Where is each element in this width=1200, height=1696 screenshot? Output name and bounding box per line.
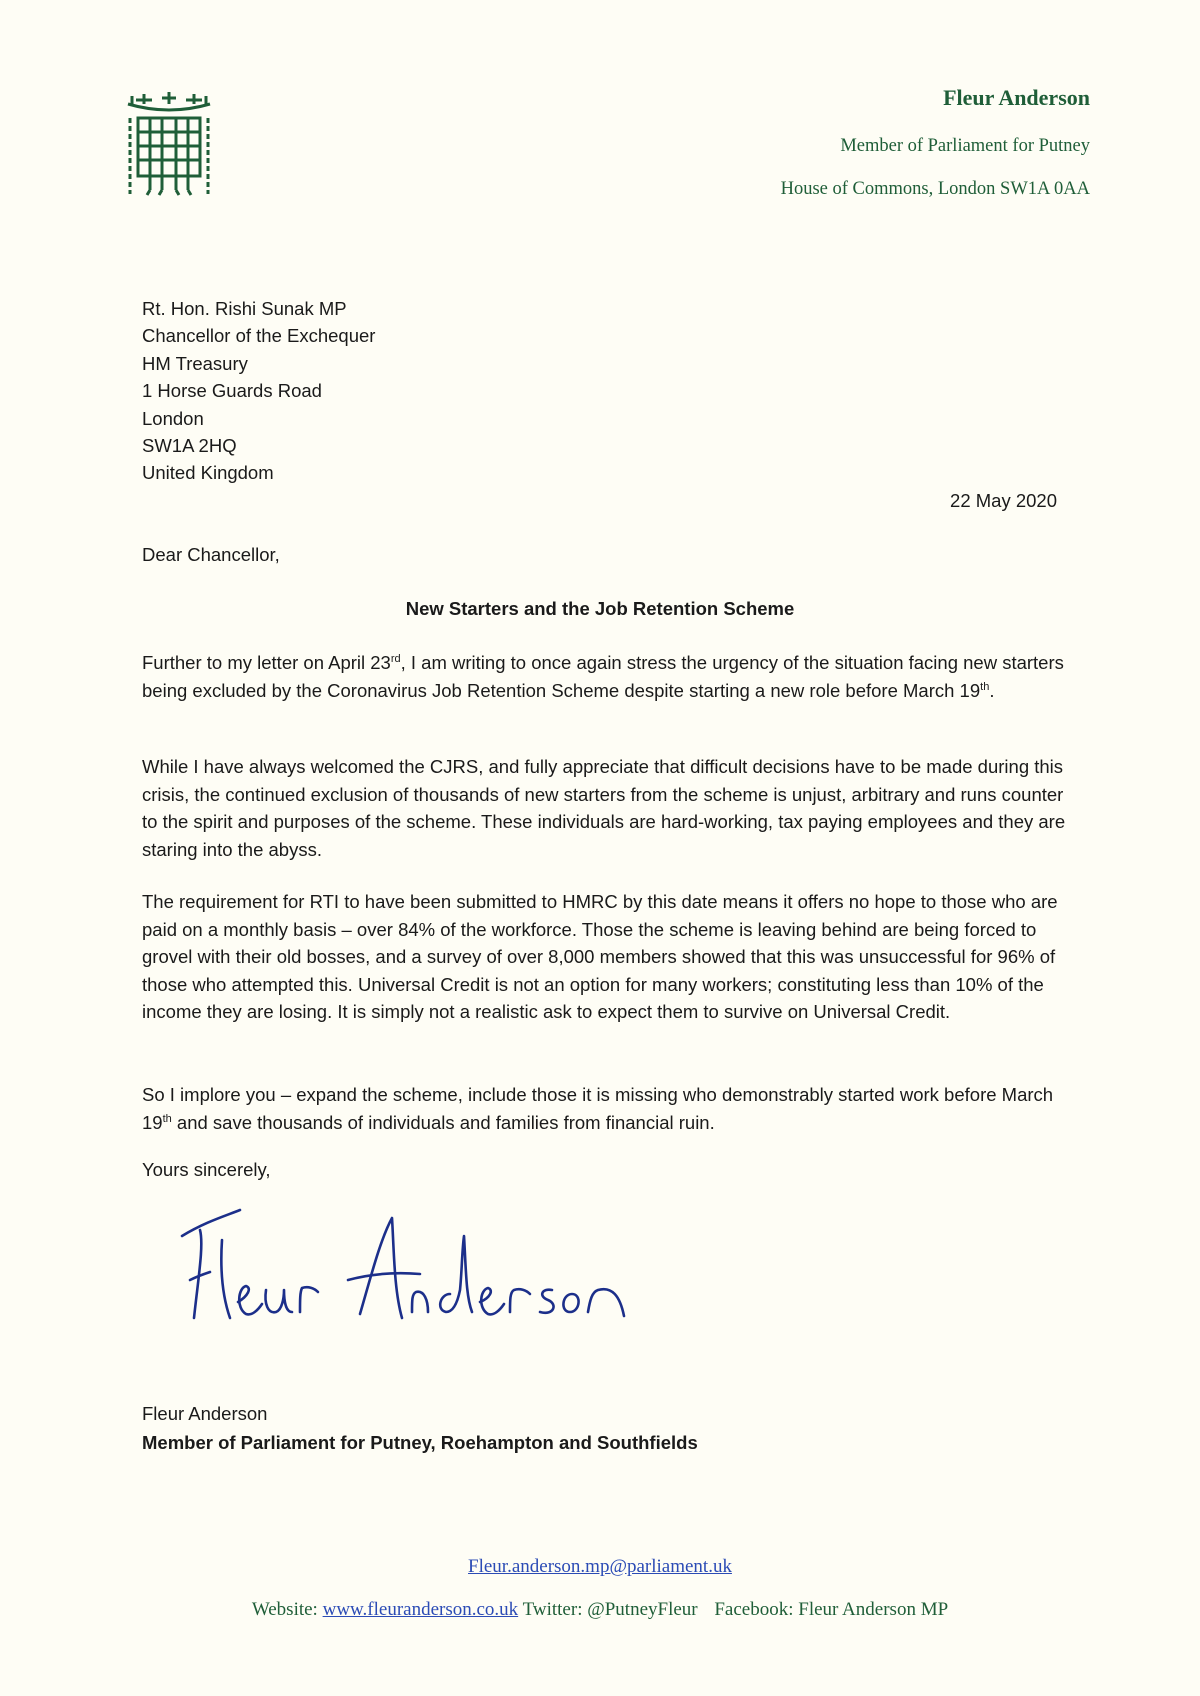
paragraph-text: Further to my letter on April 23 [142,652,391,673]
facebook-page: Facebook: Fleur Anderson MP [714,1599,949,1620]
ordinal-suffix: rd [390,653,401,665]
address-line: Chancellor of the Exchequer [142,325,376,347]
paragraph-4 [142,1081,1082,1136]
email-link[interactable]: Fleur.anderson.mp@parliament.uk [468,1556,732,1577]
footer-email [0,1556,1200,1578]
address-line: SW1A 2HQ [142,435,237,457]
recipient-address [142,295,375,487]
address-line: London [142,407,204,429]
ordinal-suffix: th [162,1112,172,1125]
address-line: United Kingdom [142,462,274,484]
signatory-name: Fleur Anderson [142,1403,268,1424]
mp-name: Fleur Anderson [943,85,1090,110]
paragraph-text: So I implore you – expand the scheme, include those it is missing who demonstrably started work before March 19 [142,1084,1054,1133]
paragraph-2: While I have always welcomed the CJRS, and fully appreciate that difficult decisions have to be made during this crisis, the continued exclusion of thousands of new starters from the scheme is unjust, arbitrary and runs counter to the spirit and purposes of the scheme. These individuals are hard-working, tax paying employees and they are staring into the abyss. [142,756,1066,860]
paragraph-text: . [989,679,995,701]
footer-contact-links [0,1599,1200,1621]
paragraph-text: and save thousands of individuals and families from financial ruin. [171,1111,715,1133]
portcullis-icon [124,90,214,198]
letter-date: 22 May 2020 [950,490,1057,511]
website-link[interactable]: www.fleuranderson.co.uk [322,1599,519,1620]
paragraph-1 [142,649,1082,704]
handwritten-signature [180,1200,660,1335]
website-label: Website: [251,1599,318,1620]
paragraph-text: , I am writing to once again stress the urgency of the situation facing new starters being excluded by the Coronavirus Job Retention Scheme despite starting a new role before March 19 [142,652,1064,701]
mp-constituency: Member of Parliament for Putney [840,136,1090,156]
ordinal-suffix: th [980,680,990,693]
paragraph-3: The requirement for RTI to have been submitted to HMRC by this date means it offers no hope to those who are paid on a monthly basis – over 84% of the workforce. Those the scheme is leaving behind are being forced to grovel with their old bosses, and a survey of over 8,000 members showed that this was unsuccessful for 96% of those who attempted this. Universal Credit is not an option for many workers; constituting less than 10% of the income they are losing. It is simply not a realistic ask to expect them to survive on Universal Credit. [142,891,1058,1022]
address-line: Rt. Hon. Rishi Sunak MP [142,298,347,319]
mp-letterhead [781,82,1090,200]
letter-subject: New Starters and the Job Retention Scheme [405,598,795,619]
signatory-role: Member of Parliament for Putney, Roehampton and Southfields [142,1432,698,1453]
closing: Yours sincerely, [142,1159,271,1180]
mp-office-address: House of Commons, London SW1A 0AA [780,179,1090,199]
twitter-handle: Twitter: @PutneyFleur [522,1599,698,1620]
address-line: HM Treasury [142,352,248,374]
address-line: 1 Horse Guards Road [142,380,322,402]
salutation: Dear Chancellor, [142,544,280,565]
